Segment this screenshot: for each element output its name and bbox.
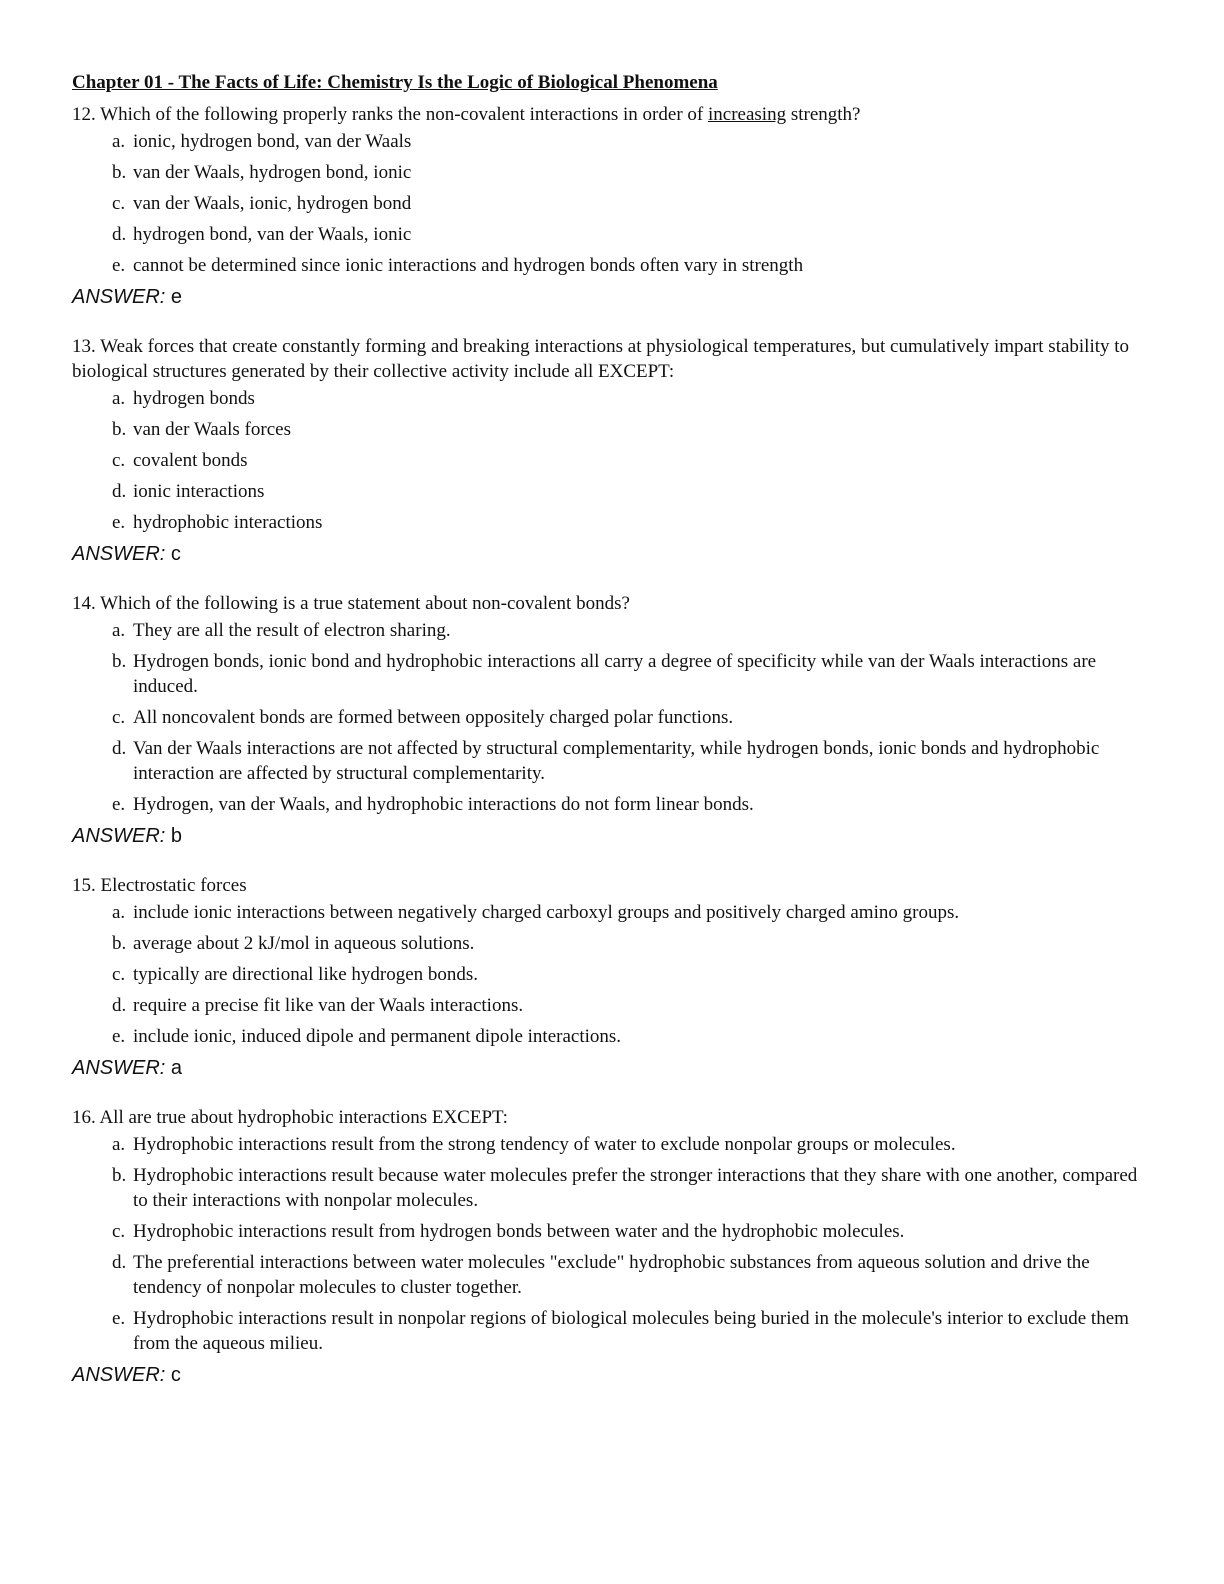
option-text: Hydrophobic interactions result from the strong tendency of water to exclude nonpolar groups or molecules.: [133, 1134, 956, 1155]
option-text: include ionic, induced dipole and permanent dipole interactions.: [133, 1026, 622, 1047]
option-text: Hydrophobic interactions result from hydrogen bonds between water and the hydrophobic molecules.: [133, 1221, 905, 1242]
question-stem: [72, 102, 1152, 127]
option-a: [72, 1132, 1152, 1157]
stem-text: 16. All are true about hydrophobic interactions EXCEPT:: [72, 1107, 508, 1128]
option-letter: c.: [112, 193, 126, 214]
option-text: typically are directional like hydrogen bonds.: [133, 964, 479, 985]
option-d: [72, 736, 1152, 786]
option-letter: d.: [112, 1252, 127, 1273]
option-d: [72, 993, 1152, 1018]
option-text: cannot be determined since ionic interactions and hydrogen bonds often vary in strength: [133, 255, 804, 276]
option-e: [72, 510, 1152, 535]
option-text: Hydrogen, van der Waals, and hydrophobic interactions do not form linear bonds.: [133, 794, 754, 815]
option-text: ionic interactions: [133, 481, 265, 502]
stem-text: 14. Which of the following is a true statement about non-covalent bonds?: [72, 593, 630, 614]
answer-value: c: [170, 1364, 181, 1386]
option-letter: a.: [112, 388, 126, 409]
option-letter: b.: [112, 162, 127, 183]
option-list: [72, 1132, 1152, 1356]
option-b: [72, 1163, 1152, 1213]
option-letter: d.: [112, 224, 127, 245]
option-text: van der Waals, ionic, hydrogen bond: [133, 193, 412, 214]
option-letter: c.: [112, 964, 126, 985]
stem-text: 15. Electrostatic forces: [72, 875, 247, 896]
option-letter: c.: [112, 707, 126, 728]
question-16: [72, 1105, 1152, 1388]
answer-line: [72, 541, 1152, 567]
option-text: van der Waals, hydrogen bond, ionic: [133, 162, 412, 183]
option-text: hydrogen bonds: [133, 388, 255, 409]
option-letter: a.: [112, 131, 126, 152]
option-list: [72, 618, 1152, 817]
option-list: [72, 129, 1152, 278]
answer-line: [72, 284, 1152, 310]
option-letter: b.: [112, 933, 127, 954]
option-a: [72, 900, 1152, 925]
option-d: [72, 1250, 1152, 1300]
answer-value: e: [170, 286, 183, 308]
option-text: The preferential interactions between water molecules "exclude" hydrophobic substances from aqueous solution and drive the tendency of nonpolar molecules to cluster together.: [133, 1252, 1090, 1298]
option-b: [72, 160, 1152, 185]
option-d: [72, 222, 1152, 247]
option-a: [72, 129, 1152, 154]
option-b: [72, 931, 1152, 956]
option-c: [72, 705, 1152, 730]
stem-text: 12. Which of the following properly ranks the non-covalent interactions in order of: [72, 104, 708, 125]
question-15: [72, 873, 1152, 1081]
option-text: hydrophobic interactions: [133, 512, 323, 533]
option-text: hydrogen bond, van der Waals, ionic: [133, 224, 412, 245]
option-text: ionic, hydrogen bond, van der Waals: [133, 131, 412, 152]
answer-label: ANSWER:: [72, 1364, 166, 1386]
option-e: [72, 1024, 1152, 1049]
stem-underlined-text: increasing: [707, 104, 787, 125]
option-a: [72, 386, 1152, 411]
answer-value: c: [170, 543, 181, 565]
option-d: [72, 479, 1152, 504]
option-letter: e.: [112, 255, 126, 276]
option-letter: e.: [112, 1308, 126, 1329]
option-c: [72, 1219, 1152, 1244]
option-list: [72, 900, 1152, 1049]
question-14: [72, 591, 1152, 849]
option-letter: c.: [112, 450, 126, 471]
question-13: [72, 334, 1152, 567]
question-12: [72, 102, 1152, 310]
option-c: [72, 448, 1152, 473]
question-stem: [72, 1105, 1152, 1130]
option-text: Hydrogen bonds, ionic bond and hydrophobic interactions all carry a degree of specificity while van der Waals interactions are induced.: [133, 651, 1097, 697]
option-text: All noncovalent bonds are formed between oppositely charged polar functions.: [133, 707, 734, 728]
option-list: [72, 386, 1152, 535]
answer-label: ANSWER:: [72, 1057, 166, 1079]
option-letter: b.: [112, 419, 127, 440]
answer-line: [72, 1362, 1152, 1388]
answer-line: [72, 823, 1152, 849]
option-text: average about 2 kJ/mol in aqueous solutions.: [133, 933, 475, 954]
option-letter: b.: [112, 1165, 127, 1186]
option-a: [72, 618, 1152, 643]
question-stem: [72, 873, 1152, 898]
option-letter: a.: [112, 902, 126, 923]
option-e: [72, 253, 1152, 278]
option-letter: e.: [112, 512, 126, 533]
option-e: [72, 1306, 1152, 1356]
option-b: [72, 649, 1152, 699]
question-stem: [72, 334, 1152, 384]
stem-text-end: strength?: [786, 104, 861, 125]
option-text: Hydrophobic interactions result because water molecules prefer the stronger interactions that they share with one another, compared to their interactions with nonpolar molecules.: [133, 1165, 1138, 1211]
option-letter: e.: [112, 1026, 126, 1047]
option-text: van der Waals forces: [133, 419, 291, 440]
answer-label: ANSWER:: [72, 825, 166, 847]
document-page: [72, 70, 1152, 1412]
option-letter: e.: [112, 794, 126, 815]
option-letter: c.: [112, 1221, 126, 1242]
option-letter: a.: [112, 620, 126, 641]
answer-label: ANSWER:: [72, 286, 166, 308]
option-letter: d.: [112, 995, 127, 1016]
option-letter: d.: [112, 738, 127, 759]
chapter-title: Chapter 01 - The Facts of Life: Chemistry Is the Logic of Biological Phenomena: [72, 72, 718, 93]
answer-label: ANSWER:: [72, 543, 166, 565]
option-c: [72, 962, 1152, 987]
answer-value: a: [170, 1057, 183, 1079]
stem-text: 13. Weak forces that create constantly forming and breaking interactions at physiological temperatures, but cumulatively impart stability to biological structures generated by their collective activity include all EXCEPT:: [72, 336, 1130, 382]
option-text: Van der Waals interactions are not affected by structural complementarity, while hydrogen bonds, ionic bonds and hydrophobic interaction are affected by structural complementarity.: [133, 738, 1100, 784]
option-letter: a.: [112, 1134, 126, 1155]
option-text: require a precise fit like van der Waals interactions.: [133, 995, 524, 1016]
answer-value: b: [170, 825, 183, 847]
option-e: [72, 792, 1152, 817]
option-c: [72, 191, 1152, 216]
option-letter: b.: [112, 651, 127, 672]
option-text: Hydrophobic interactions result in nonpolar regions of biological molecules being buried in the molecule's interior to exclude them from the aqueous milieu.: [133, 1308, 1129, 1354]
option-text: They are all the result of electron sharing.: [133, 620, 451, 641]
option-text: include ionic interactions between negatively charged carboxyl groups and positively charged amino groups.: [133, 902, 960, 923]
question-stem: [72, 591, 1152, 616]
option-b: [72, 417, 1152, 442]
option-letter: d.: [112, 481, 127, 502]
option-text: covalent bonds: [133, 450, 248, 471]
answer-line: [72, 1055, 1152, 1081]
